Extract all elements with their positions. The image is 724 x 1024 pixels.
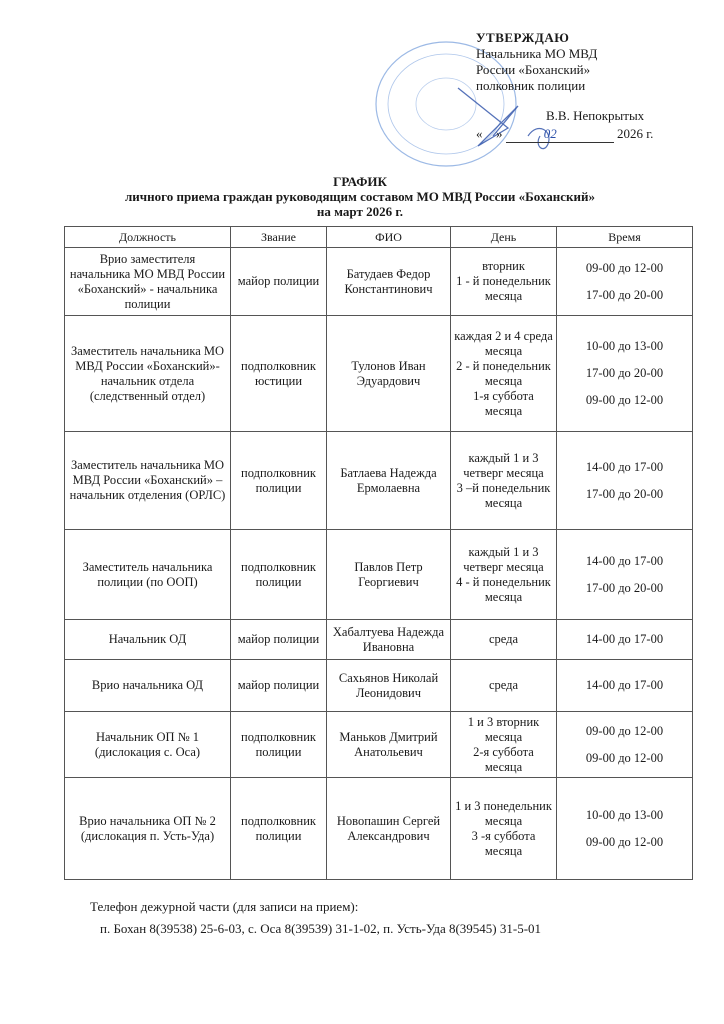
table-row bbox=[65, 660, 693, 712]
date-month-field bbox=[506, 126, 614, 143]
time-entry: 09-00 до 12-00 bbox=[585, 750, 664, 765]
title-line1: ГРАФИК bbox=[333, 174, 387, 189]
table-row bbox=[65, 432, 693, 530]
table-row bbox=[65, 620, 693, 660]
cell-position: Начальник ОД bbox=[65, 620, 231, 660]
cell-name: Хабалтуева Надежда Ивановна bbox=[327, 620, 451, 660]
cell-rank: майор полиции bbox=[231, 248, 327, 316]
cell-day bbox=[451, 660, 557, 712]
time-entry: 14-00 до 17-00 bbox=[585, 459, 664, 474]
approval-heading: УТВЕРЖДАЮ bbox=[476, 30, 570, 45]
cell-day bbox=[451, 530, 557, 620]
cell-day bbox=[451, 248, 557, 316]
phones-block bbox=[90, 896, 710, 940]
cell-rank: подполковник полиции bbox=[231, 432, 327, 530]
cell-time bbox=[557, 530, 693, 620]
cell-time bbox=[557, 778, 693, 880]
day-entry: 1-я суббота месяца bbox=[473, 388, 534, 418]
cell-time bbox=[557, 712, 693, 778]
title-line2: личного приема граждан руководящим составом МО МВД России «Боханский» bbox=[125, 189, 595, 204]
header-rank: Звание bbox=[231, 227, 327, 248]
day-entry: 1 и 3 понедельник месяца bbox=[455, 798, 552, 828]
day-entry: 1 и 3 вторник месяца bbox=[467, 714, 540, 744]
table-row bbox=[65, 712, 693, 778]
header-time: Время bbox=[557, 227, 693, 248]
cell-rank: подполковник полиции bbox=[231, 712, 327, 778]
time-entry: 09-00 до 12-00 bbox=[585, 723, 664, 738]
cell-position: Врио заместителя начальника МО МВД России «Боханский» - начальника полиции bbox=[65, 248, 231, 316]
header-day: День bbox=[451, 227, 557, 248]
schedule-table bbox=[64, 226, 693, 880]
day-entry: каждый 1 и 3 четверг месяца bbox=[463, 544, 544, 574]
cell-time bbox=[557, 620, 693, 660]
approval-signer: В.В. Непокрытых bbox=[546, 108, 645, 123]
day-entry: 4 - й понедельник месяца bbox=[456, 574, 551, 604]
cell-day bbox=[451, 620, 557, 660]
day-entry: 2-я суббота месяца bbox=[473, 744, 534, 774]
time-entry: 17-00 до 20-00 bbox=[585, 366, 664, 380]
cell-name: Сахьянов Николай Леонидович bbox=[327, 660, 451, 712]
time-entry: 17-00 до 20-00 bbox=[585, 580, 664, 595]
time-entry: 10-00 до 13-00 bbox=[585, 339, 664, 353]
cell-day bbox=[451, 712, 557, 778]
date-year: 2026 г. bbox=[617, 126, 654, 141]
day-entry: 1 - й понедельник месяца bbox=[456, 274, 551, 303]
day-entry: каждый 1 и 3 четверг месяца bbox=[463, 450, 544, 480]
cell-rank: подполковник юстиции bbox=[231, 316, 327, 432]
cell-rank: майор полиции bbox=[231, 620, 327, 660]
table-body bbox=[65, 248, 693, 880]
header-name: ФИО bbox=[327, 227, 451, 248]
table-row bbox=[65, 778, 693, 880]
approval-position-line2: России «Боханский» bbox=[476, 62, 591, 77]
time-entry: 10-00 до 13-00 bbox=[585, 807, 664, 822]
cell-day bbox=[451, 778, 557, 880]
day-entry: вторник bbox=[482, 259, 525, 273]
day-entry: 3 –й понедельник месяца bbox=[456, 480, 551, 510]
cell-day bbox=[451, 316, 557, 432]
date-month: 02 bbox=[543, 126, 557, 141]
cell-position: Начальник ОП № 1 (дислокация с. Оса) bbox=[65, 712, 231, 778]
time-entry: 17-00 до 20-00 bbox=[585, 486, 664, 501]
cell-time bbox=[557, 248, 693, 316]
approval-date bbox=[476, 126, 716, 143]
approval-rank: полковник полиции bbox=[476, 78, 586, 93]
cell-rank: майор полиции bbox=[231, 660, 327, 712]
date-quote-close: » bbox=[496, 126, 503, 141]
cell-name: Маньков Дмитрий Анатольевич bbox=[327, 712, 451, 778]
day-entry: среда bbox=[488, 632, 519, 646]
document-title bbox=[60, 174, 660, 219]
table-header-row bbox=[65, 227, 693, 248]
table-row bbox=[65, 530, 693, 620]
cell-name: Батлаева Надежда Ермолаевна bbox=[327, 432, 451, 530]
cell-position: Заместитель начальника МО МВД России «Боханский» – начальник отделения (ОРЛС) bbox=[65, 432, 231, 530]
cell-time bbox=[557, 316, 693, 432]
day-entry: 2 - й понедельник месяца bbox=[456, 358, 551, 388]
approval-position-line1: Начальника МО МВД bbox=[476, 46, 598, 61]
date-quote-open: « bbox=[476, 126, 483, 141]
cell-name: Новопашин Сергей Александрович bbox=[327, 778, 451, 880]
cell-name: Павлов Петр Георгиевич bbox=[327, 530, 451, 620]
day-entry: 3 -я суббота месяца bbox=[471, 828, 536, 858]
time-entry: 09-00 до 12-00 bbox=[585, 834, 664, 849]
day-entry: каждая 2 и 4 среда месяца bbox=[454, 328, 553, 358]
cell-rank: подполковник полиции bbox=[231, 530, 327, 620]
phones-list: п. Бохан 8(39538) 25-6-03, с. Оса 8(39539) 31-1-02, п. Усть-Уда 8(39545) 31-5-01 bbox=[100, 921, 542, 936]
cell-position: Врио начальника ОД bbox=[65, 660, 231, 712]
time-entry: 14-00 до 17-00 bbox=[585, 553, 664, 568]
time-entry: 17-00 до 20-00 bbox=[585, 287, 664, 302]
time-entry: 14-00 до 17-00 bbox=[585, 678, 664, 692]
table-row bbox=[65, 248, 693, 316]
phones-title: Телефон дежурной части (для записи на прием): bbox=[90, 899, 359, 914]
cell-time bbox=[557, 432, 693, 530]
time-entry: 09-00 до 12-00 bbox=[585, 393, 664, 407]
day-entry: среда bbox=[488, 678, 519, 692]
time-entry: 09-00 до 12-00 bbox=[585, 260, 664, 275]
cell-position: Врио начальника ОП № 2 (дислокация п. Усть-Уда) bbox=[65, 778, 231, 880]
cell-day bbox=[451, 432, 557, 530]
cell-position: Заместитель начальника МО МВД России «Боханский»- начальник отдела (следственный отдел) bbox=[65, 316, 231, 432]
cell-rank: подполковник полиции bbox=[231, 778, 327, 880]
time-entry: 14-00 до 17-00 bbox=[585, 632, 664, 646]
table-row bbox=[65, 316, 693, 432]
approval-block bbox=[476, 30, 716, 143]
title-line3: на март 2026 г. bbox=[316, 204, 404, 219]
cell-name: Батудаев Федор Константинович bbox=[327, 248, 451, 316]
header-position: Должность bbox=[65, 227, 231, 248]
cell-time bbox=[557, 660, 693, 712]
cell-position: Заместитель начальника полиции (по ООП) bbox=[65, 530, 231, 620]
cell-name: Тулонов Иван Эдуардович bbox=[327, 316, 451, 432]
